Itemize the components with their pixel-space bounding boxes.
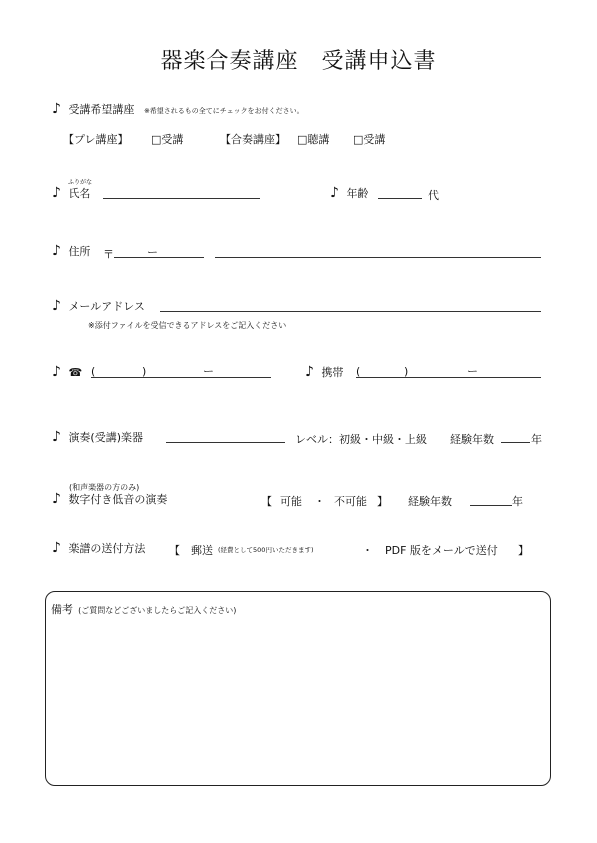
continuo-option-yes[interactable]: 可能: [280, 495, 302, 508]
music-note-icon: ♪: [52, 429, 61, 445]
music-note-icon: ♪: [52, 298, 61, 314]
music-note-icon: ♪: [330, 185, 339, 201]
score-separator: ・: [362, 544, 373, 557]
phone-dash: ー: [203, 365, 214, 378]
music-note-icon: ♪: [52, 364, 61, 380]
continuo-bracket-open: 【: [261, 495, 272, 508]
instrument-experience-suffix: 年: [531, 433, 542, 446]
continuo-label: 数字付き低音の演奏: [68, 493, 168, 506]
name-row: [52, 185, 90, 201]
mobile-input-line[interactable]: [356, 377, 541, 378]
music-note-icon: ♪: [52, 491, 61, 507]
furigana-label: ふりがな: [68, 179, 93, 186]
age-input-line[interactable]: [378, 198, 422, 199]
level-options[interactable]: レベル：初級・中級・上級: [295, 433, 427, 446]
age-row: [330, 185, 368, 201]
address-row: [52, 243, 90, 259]
email-note: ※添付ファイルを受信できるアドレスをご記入ください: [88, 321, 287, 330]
music-note-icon: ♪: [52, 243, 61, 259]
score-mail-option[interactable]: 郵送: [191, 544, 213, 557]
pre-course-take-checkbox[interactable]: □受講: [151, 133, 184, 146]
music-note-icon: ♪: [305, 364, 314, 380]
instrument-label: 演奏(受講)楽器: [68, 431, 144, 444]
mobile-label: 携帯: [321, 366, 344, 379]
remarks-box[interactable]: [45, 591, 551, 786]
continuo-row: [52, 491, 167, 507]
music-note-icon: ♪: [52, 540, 61, 556]
remarks-header: [51, 598, 236, 617]
instrument-row: [52, 429, 143, 445]
continuo-note: (和声楽器の方のみ): [69, 483, 140, 492]
remarks-label: 備考: [51, 603, 73, 616]
phone-icon: ☎: [68, 366, 83, 379]
mobile-close-paren: ): [404, 365, 409, 378]
email-input-line[interactable]: [160, 311, 541, 312]
name-input-line[interactable]: [103, 198, 260, 199]
continuo-separator: ・: [314, 495, 325, 508]
phone-input-line[interactable]: [91, 377, 271, 378]
age-suffix: 代: [428, 189, 439, 202]
name-label: 氏名: [68, 187, 91, 200]
remarks-note: (ご質問などございましたらご記入ください): [78, 606, 237, 615]
ensemble-audit-checkbox[interactable]: □聴講: [297, 133, 330, 146]
mobile-open-paren: (: [356, 365, 361, 378]
postal-code-input-line[interactable]: [114, 257, 204, 258]
page-title: 器楽合奏講座 受講申込書: [160, 49, 437, 74]
course-label: 受講希望講座: [68, 103, 135, 116]
email-row: [52, 298, 145, 314]
score-mail-note: (経費として500円いただきます): [218, 546, 314, 554]
course-note: ※希望されるもの全てにチェックをお付ください。: [143, 107, 304, 115]
ensemble-take-checkbox[interactable]: □受講: [353, 133, 386, 146]
email-label: メールアドレス: [68, 300, 145, 313]
score-row: [52, 540, 145, 556]
continuo-option-no[interactable]: 不可能: [334, 495, 367, 508]
pre-course-label: 【プレ講座】: [63, 133, 129, 146]
music-note-icon: ♪: [52, 185, 61, 201]
phone-open-paren: (: [91, 365, 96, 378]
phone-row: [52, 364, 82, 380]
mobile-dash: ー: [467, 365, 478, 378]
music-note-icon: ♪: [52, 101, 61, 117]
address-label: 住所: [68, 245, 91, 258]
age-label: 年齢: [346, 187, 369, 200]
score-label: 楽譜の送付方法: [68, 542, 146, 555]
mobile-row: [305, 364, 343, 380]
score-bracket-open: 【: [169, 544, 180, 557]
instrument-experience-label: 経験年数: [450, 433, 494, 446]
continuo-bracket-close: 】: [377, 495, 388, 508]
continuo-experience-label: 経験年数: [408, 495, 452, 508]
phone-close-paren: ): [142, 365, 147, 378]
postal-mark: 〒: [103, 248, 114, 261]
score-bracket-close: 】: [518, 544, 529, 557]
score-pdf-option[interactable]: PDF 版をメールで送付: [385, 544, 498, 557]
continuo-experience-input-line[interactable]: [470, 505, 512, 506]
instrument-input-line[interactable]: [166, 442, 285, 443]
course-row: [52, 101, 304, 117]
instrument-experience-input-line[interactable]: [501, 442, 530, 443]
postal-dash: ー: [147, 246, 158, 259]
continuo-experience-suffix: 年: [512, 495, 523, 508]
address-input-line[interactable]: [215, 257, 541, 258]
ensemble-course-label: 【合奏講座】: [220, 133, 286, 146]
